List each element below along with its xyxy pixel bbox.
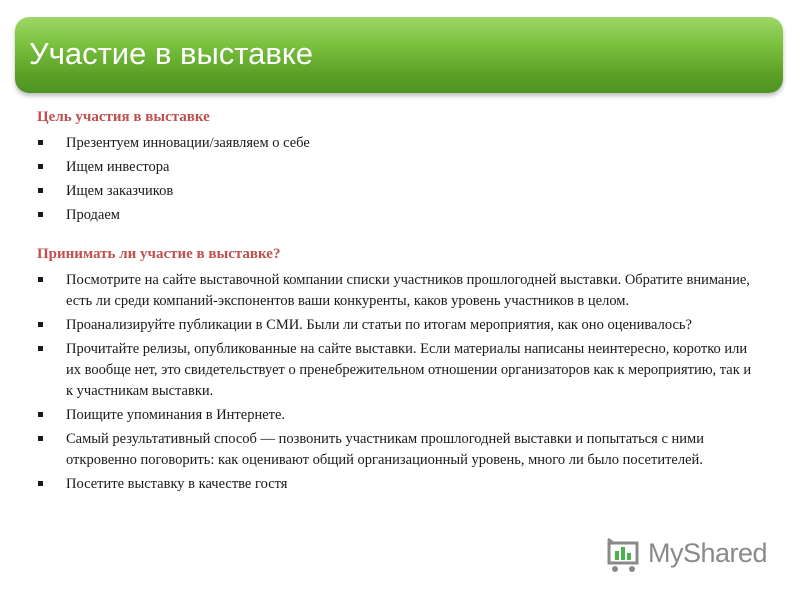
square-bullet-icon: [38, 436, 43, 441]
square-bullet-icon: [38, 322, 43, 327]
list-item: [37, 474, 757, 495]
list-item-text: Ищем заказчиков: [66, 183, 174, 199]
list-item: [37, 157, 757, 178]
page-title: Участие в выставке: [29, 36, 313, 71]
square-bullet-icon: [38, 412, 43, 417]
logo-text: MyShared: [648, 538, 768, 568]
square-bullet-icon: [38, 277, 43, 282]
list-item: [37, 405, 757, 426]
section-heading-decision: Принимать ли участие в выставке?: [37, 246, 281, 262]
list-item-text: Прочитайте релизы, опубликованные на сайте выставки. Если материалы написаны неинтересно, коротко или их вообще нет, это свидетельствует о пренебрежительном отношении организаторов как к мероприятию, так и к участникам выставки.: [66, 341, 752, 399]
list-item-text: Проанализируйте публикации в СМИ. Были ли статьи по итогам мероприятия, как оно оценивалось?: [66, 317, 692, 333]
list-item-text: Поищите упоминания в Интернете.: [66, 407, 286, 423]
list-item: [37, 429, 757, 471]
square-bullet-icon: [38, 212, 43, 217]
square-bullet-icon: [38, 140, 43, 145]
myshared-logo: [606, 536, 766, 576]
square-bullet-icon: [38, 481, 43, 486]
decision-list: [37, 270, 757, 495]
list-item-text: Презентуем инновации/заявляем о себе: [66, 135, 310, 151]
square-bullet-icon: [38, 188, 43, 193]
list-item: [37, 205, 757, 226]
list-item-text: Продаем: [66, 207, 120, 223]
title-banner: [15, 17, 783, 93]
square-bullet-icon: [38, 346, 43, 351]
list-item: [37, 315, 757, 336]
list-item: [37, 133, 757, 154]
section-heading-goals: Цель участия в выставке: [37, 109, 210, 125]
list-item-text: Посетите выставку в качестве гостя: [66, 476, 288, 492]
list-item: [37, 339, 757, 402]
list-item-text: Посмотрите на сайте выставочной компании списки участников прошлогодней выставки. Обратите внимание, есть ли среди компаний-экспонентов ваши конкуренты, каков уровень участников в целом.: [66, 272, 750, 309]
cart-chart-icon: [606, 536, 646, 576]
list-item: [37, 181, 757, 202]
list-item: [37, 270, 757, 312]
goals-list: [37, 133, 757, 226]
list-item-text: Самый результативный способ — позвонить участникам прошлогодней выставки и попытаться с ними откровенно поговорить: как оценивают общий организационный уровень, много ли было посетителей.: [66, 431, 704, 468]
list-item-text: Ищем инвестора: [66, 159, 170, 175]
slide-content: [37, 108, 757, 498]
square-bullet-icon: [38, 164, 43, 169]
